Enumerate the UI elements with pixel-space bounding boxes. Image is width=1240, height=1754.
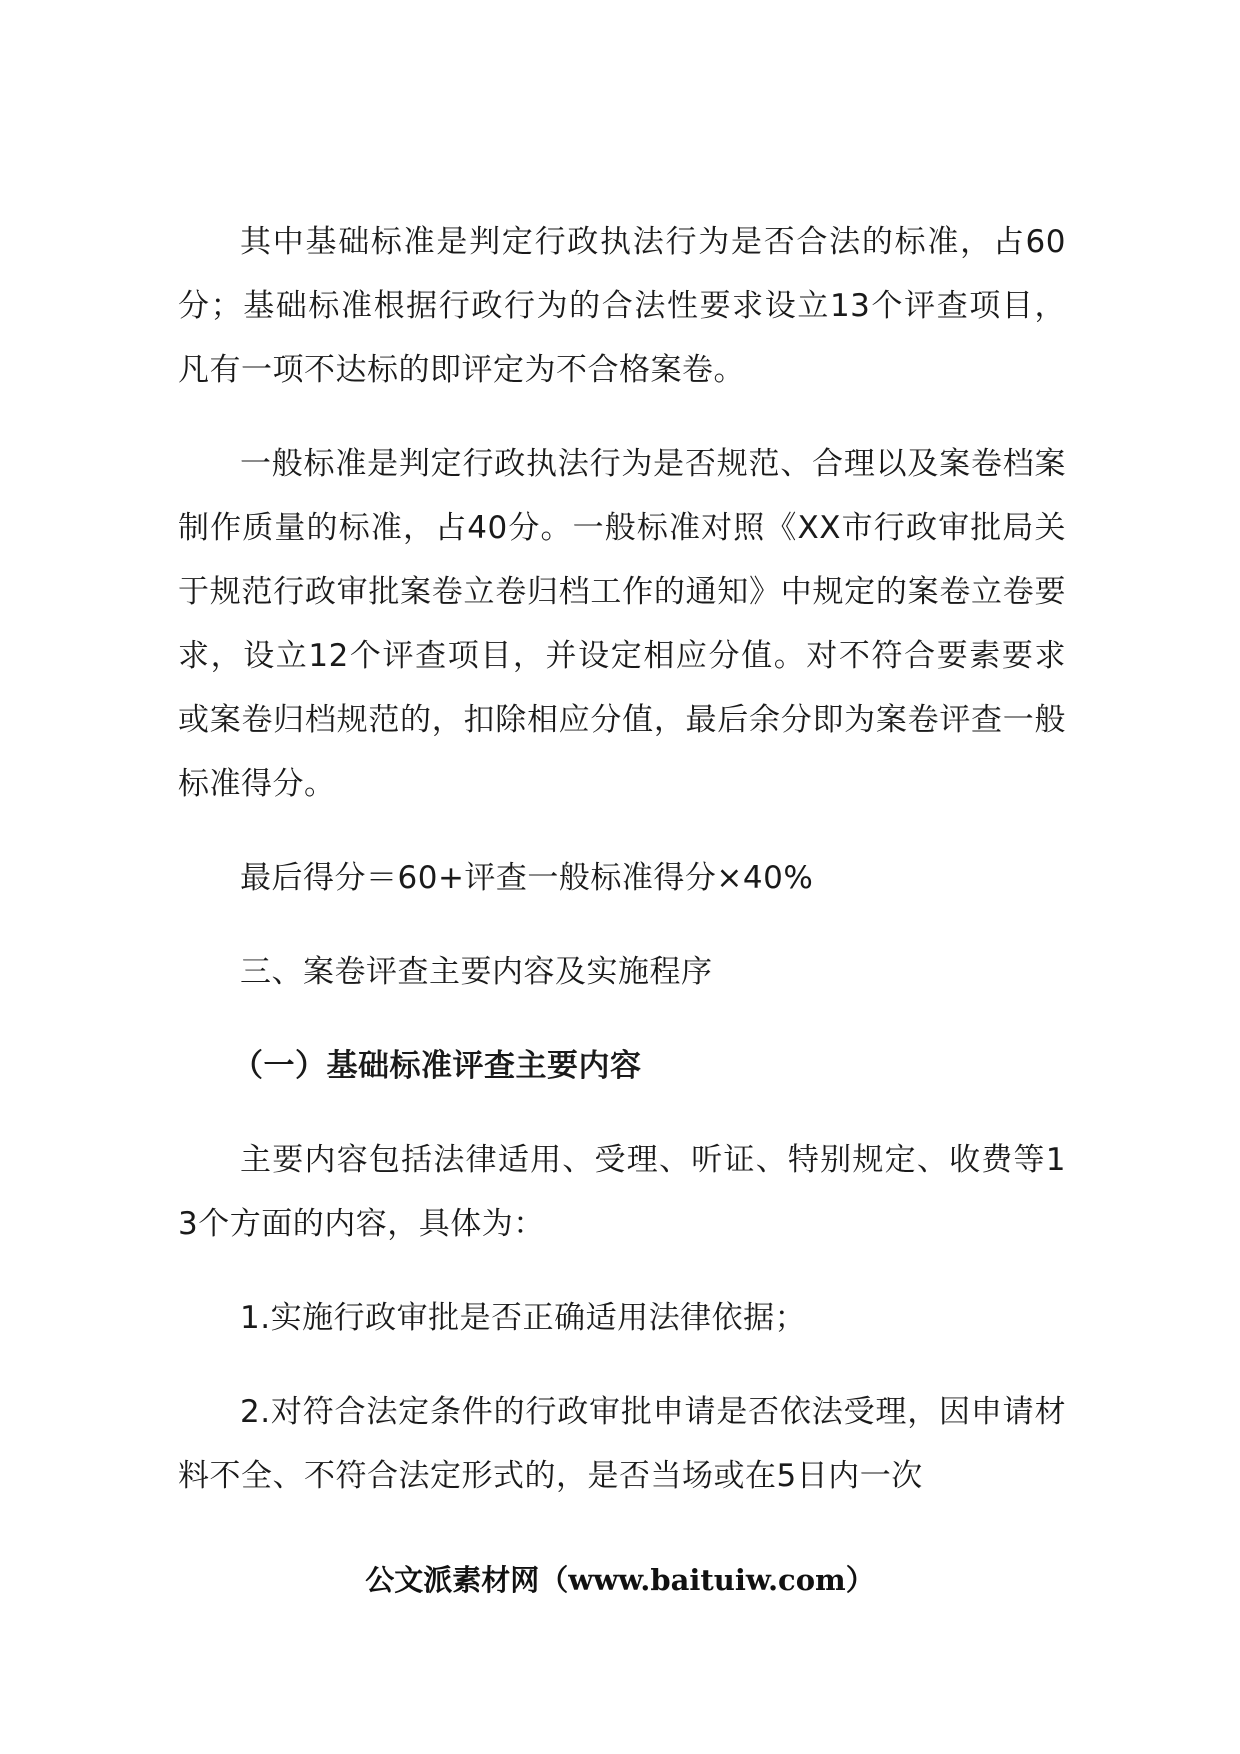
document-body — [178, 210, 1066, 1538]
subsection-heading-1: （一）基础标准评查主要内容 — [232, 1048, 642, 1084]
paragraph-final-score-formula: 最后得分＝60+评查一般标准得分×40% — [240, 860, 814, 896]
list-item-2: 2.对符合法定条件的行政审批申请是否依法受理，因申请材料不全、不符合法定形式的，是否当场或在5日内一次 — [178, 1394, 1066, 1494]
paragraph-main-content: 主要内容包括法律适用、受理、听证、特别规定、收费等13个方面的内容，具体为： — [178, 1142, 1066, 1242]
section-heading-3: 三、案卷评查主要内容及实施程序 — [240, 954, 713, 990]
footer-watermark: 公文派素材网（www.baituiw.com） — [365, 1563, 875, 1597]
paragraph-general-standard: 一般标准是判定行政执法行为是否规范、合理以及案卷档案制作质量的标准，占40分。一般标准对照《XX市行政审批局关于规范行政审批案卷立卷归档工作的通知》中规定的案卷立卷要求，设立12个评查项目，并设定相应分值。对不符合要素要求或案卷归档规范的，扣除相应分值，最后余分即为案卷评查一般标准得分。 — [178, 446, 1066, 802]
paragraph-basic-standard: 其中基础标准是判定行政执法行为是否合法的标准，占60分；基础标准根据行政行为的合法性要求设立13个评查项目，凡有一项不达标的即评定为不合格案卷。 — [178, 224, 1066, 388]
list-item-1: 1.实施行政审批是否正确适用法律依据； — [240, 1300, 807, 1336]
